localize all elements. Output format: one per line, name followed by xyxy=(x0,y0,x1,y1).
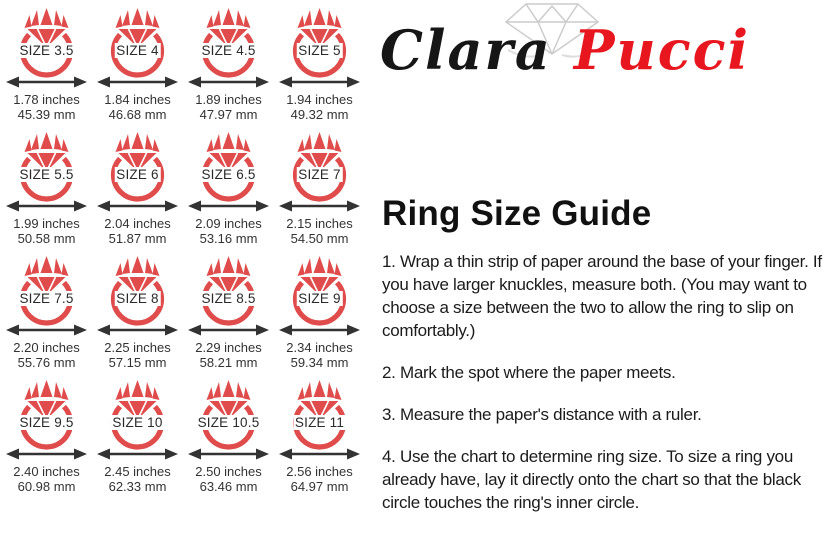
measure-inches: 2.20 inches xyxy=(13,340,80,355)
ring-size-label: SIZE 5.5 xyxy=(19,167,74,182)
measure-mm: 45.39 mm xyxy=(17,107,76,122)
measure-mm: 51.87 mm xyxy=(108,231,167,246)
ring-size-cell xyxy=(183,6,274,130)
ring-size-label: SIZE 4.5 xyxy=(201,43,256,58)
measure-inches: 2.34 inches xyxy=(286,340,353,355)
ring-size-label: SIZE 7.5 xyxy=(19,291,74,306)
ring-size-label: SIZE 5 xyxy=(298,43,341,58)
brand-name-first: Clara xyxy=(380,18,552,82)
ring-measurements xyxy=(13,340,80,370)
ring-measurements xyxy=(286,340,353,370)
ring-size-cell xyxy=(92,378,183,502)
ring-size-label: SIZE 3.5 xyxy=(19,43,74,58)
measure-inches: 2.45 inches xyxy=(104,464,171,479)
page-title: Ring Size Guide xyxy=(382,194,652,233)
ring-size-cell xyxy=(1,130,92,254)
instruction-step-2: 2. Mark the spot where the paper meets. xyxy=(382,363,676,382)
measure-inches: 2.25 inches xyxy=(104,340,171,355)
measure-mm: 50.58 mm xyxy=(17,231,76,246)
ring-size-cell xyxy=(274,130,365,254)
ring-size-cell xyxy=(183,130,274,254)
ring-size-label: SIZE 8 xyxy=(116,291,159,306)
ring-size-label: SIZE 11 xyxy=(294,415,345,430)
ring-size-cell xyxy=(1,378,92,502)
instruction-list xyxy=(382,250,834,533)
ring-size-cell xyxy=(92,130,183,254)
measure-inches: 1.94 inches xyxy=(286,92,353,107)
measure-inches: 1.78 inches xyxy=(13,92,80,107)
ring-size-cell xyxy=(274,378,365,502)
ring-measurements xyxy=(195,216,262,246)
measure-mm: 62.33 mm xyxy=(108,479,167,494)
measure-mm: 63.46 mm xyxy=(199,479,258,494)
instruction-step-3: 3. Measure the paper's distance with a ruler. xyxy=(382,405,702,424)
ring-size-label: SIZE 8.5 xyxy=(201,291,256,306)
ring-size-cell xyxy=(183,378,274,502)
measure-mm: 49.32 mm xyxy=(290,107,349,122)
ring-measurements xyxy=(104,216,171,246)
ring-measurements xyxy=(286,216,353,246)
measure-inches: 2.40 inches xyxy=(13,464,80,479)
info-panel xyxy=(380,0,832,512)
measure-mm: 46.68 mm xyxy=(108,107,167,122)
ring-measurements xyxy=(104,340,171,370)
ring-measurements xyxy=(195,340,262,370)
measure-inches: 2.50 inches xyxy=(195,464,262,479)
ring-size-cell xyxy=(274,6,365,130)
measure-inches: 1.99 inches xyxy=(13,216,80,231)
ring-size-label: SIZE 4 xyxy=(116,43,159,58)
measure-mm: 47.97 mm xyxy=(199,107,258,122)
ring-measurements xyxy=(286,92,353,122)
measure-mm: 64.97 mm xyxy=(290,479,349,494)
ring-size-label: SIZE 6.5 xyxy=(201,167,256,182)
ring-size-label: SIZE 7 xyxy=(298,167,341,182)
ring-size-cell xyxy=(1,254,92,378)
measure-inches: 1.89 inches xyxy=(195,92,262,107)
ring-size-cell xyxy=(183,254,274,378)
ring-measurements xyxy=(13,216,80,246)
ring-size-label: SIZE 9.5 xyxy=(19,415,74,430)
ring-size-label: SIZE 9 xyxy=(298,291,341,306)
brand-name xyxy=(380,18,750,82)
measure-mm: 57.15 mm xyxy=(108,355,167,370)
ring-size-cell xyxy=(1,6,92,130)
measure-mm: 58.21 mm xyxy=(199,355,258,370)
instruction-step-1: 1. Wrap a thin strip of paper around the base of your finger. If you have larger knuckles, measure both. (You may want to choose a size between the two to allow the ring to slip on comfortably.) xyxy=(382,252,822,340)
ring-size-label: SIZE 6 xyxy=(116,167,159,182)
measure-inches: 2.56 inches xyxy=(286,464,353,479)
measure-mm: 53.16 mm xyxy=(199,231,258,246)
ring-measurements xyxy=(104,464,171,494)
measure-inches: 2.29 inches xyxy=(195,340,262,355)
brand-name-second: Pucci xyxy=(573,18,751,82)
brand-logo xyxy=(380,0,832,100)
ring-size-chart xyxy=(1,6,367,502)
ring-measurements xyxy=(195,464,262,494)
ring-size-cell xyxy=(274,254,365,378)
ring-measurements xyxy=(13,464,80,494)
ring-measurements xyxy=(13,92,80,122)
ring-size-cell xyxy=(92,254,183,378)
ring-size-cell xyxy=(92,6,183,130)
ring-measurements xyxy=(286,464,353,494)
measure-mm: 59.34 mm xyxy=(290,355,349,370)
measure-mm: 55.76 mm xyxy=(17,355,76,370)
ring-size-label: SIZE 10 xyxy=(112,415,163,430)
ring-measurements xyxy=(195,92,262,122)
ring-measurements xyxy=(104,92,171,122)
measure-inches: 1.84 inches xyxy=(104,92,171,107)
ring-size-label: SIZE 10.5 xyxy=(197,415,260,430)
instruction-step-4: 4. Use the chart to determine ring size. To size a ring you already have, lay it directly onto the chart so that the black circle touches the ring's inner circle. xyxy=(382,447,801,512)
measure-inches: 2.09 inches xyxy=(195,216,262,231)
measure-mm: 54.50 mm xyxy=(290,231,349,246)
measure-mm: 60.98 mm xyxy=(17,479,76,494)
measure-inches: 2.15 inches xyxy=(286,216,353,231)
measure-inches: 2.04 inches xyxy=(104,216,171,231)
